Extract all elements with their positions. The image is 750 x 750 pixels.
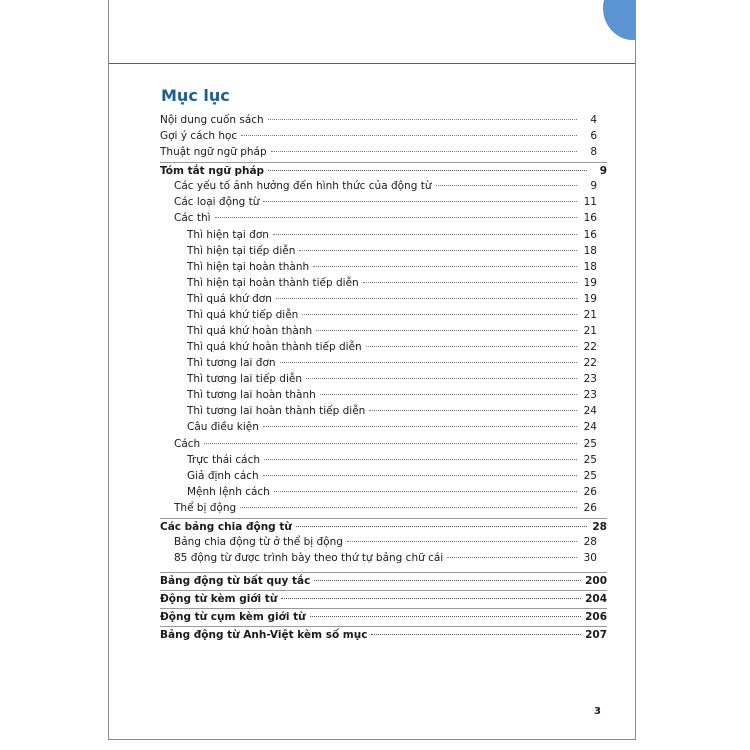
toc-entry-page: 207 [585,629,607,641]
toc-entry-title: Thuật ngữ ngữ pháp [160,146,267,158]
toc-entry-page: 18 [583,245,597,257]
toc-leader-dots [281,598,581,599]
page-title: Mục lục [161,86,230,105]
toc-entry-title: Thì tương lai tiếp diễn [187,373,302,385]
toc-entry-page: 19 [583,277,597,289]
toc-entry [160,323,597,339]
toc-entry-title: Các bảng chia động từ [160,521,292,533]
toc-entry-page: 18 [583,261,597,273]
toc-leader-dots [263,426,577,427]
toc-entry-title: Thể bị động [174,502,237,514]
toc-entry-page: 6 [590,130,597,142]
toc-entry [160,162,607,179]
toc-entry [160,210,597,226]
toc-entry [160,178,597,194]
toc-leader-dots [268,119,577,120]
toc-entry [160,518,607,535]
toc-leader-dots [314,580,581,581]
toc-entry [160,608,607,625]
toc-entry [160,572,607,589]
toc-leader-dots [313,266,577,267]
toc-leader-dots [268,170,587,171]
toc-leader-dots [263,201,577,202]
toc-entry [160,259,597,275]
toc-leader-dots [263,475,577,476]
toc-entry-title: Thì hiện tại tiếp diễn [187,245,296,257]
toc-entry-title: 85 động từ được trình bày theo thứ tự bảng chữ cái [174,552,444,564]
toc-entry [160,194,597,210]
toc-entry-page: 25 [583,454,597,466]
toc-entry-page: 8 [590,146,597,158]
corner-tab-decoration [603,0,636,40]
toc-entry [160,128,597,144]
toc-entry-page: 28 [592,521,607,533]
toc-leader-dots [447,557,577,558]
toc-entry [160,534,597,550]
toc-entry-title: Các thì [174,212,211,224]
toc-entry-title: Động từ cụm kèm giới từ [160,611,306,623]
toc-leader-dots [240,507,577,508]
toc-entry-title: Câu điều kiện [187,421,259,433]
toc-entry-page: 4 [590,114,597,126]
toc-entry-page: 23 [583,373,597,385]
toc-entry [160,590,607,607]
toc-entry-title: Động từ kèm giới từ [160,593,278,605]
toc-entry-title: Thì quá khứ tiếp diễn [187,309,299,321]
page-number: 3 [594,706,601,717]
toc-leader-dots [296,526,587,527]
toc-leader-dots [369,410,577,411]
toc-entry [160,468,597,484]
toc-entry-title: Cách [174,438,201,450]
toc-entry [160,500,597,516]
toc-entry-title: Thì hiện tại đơn [187,229,269,241]
toc-entry-title: Thì tương lai đơn [187,357,276,369]
toc-leader-dots [302,314,577,315]
toc-entry-page: 9 [590,180,597,192]
book-page [108,0,636,740]
toc-entry-title: Trực thái cách [187,454,261,466]
toc-entry-title: Gợi ý cách học [160,130,238,142]
toc-entry-page: 30 [583,552,597,564]
toc-entry [160,355,597,371]
toc-entry-title: Tóm tắt ngữ pháp [160,165,265,177]
toc-leader-dots [280,362,577,363]
toc-leader-dots [320,394,577,395]
toc-entry-page: 21 [583,325,597,337]
toc-entry-page: 206 [585,611,607,623]
toc-leader-dots [306,378,577,379]
toc-entry [160,403,597,419]
toc-leader-dots [316,330,577,331]
toc-entry [160,371,597,387]
toc-leader-dots [241,135,577,136]
toc-entry [160,144,597,160]
toc-entry-page: 16 [583,212,597,224]
toc-entry [160,452,597,468]
toc-entry-title: Bảng động từ bất quy tắc [160,575,311,587]
toc-leader-dots [436,185,578,186]
toc-entry [160,387,597,403]
toc-entry-title: Thì tương lai hoàn thành tiếp diễn [187,405,366,417]
toc-entry-title: Thì tương lai hoàn thành [187,389,316,401]
toc-entry-page: 11 [583,196,597,208]
toc-entry-title: Các loại động từ [174,196,260,208]
toc-leader-dots [264,459,577,460]
toc-entry-page: 26 [583,486,597,498]
toc-leader-dots [274,491,577,492]
toc-entry-title: Thì hiện tại hoàn thành [187,261,310,273]
toc-leader-dots [299,250,577,251]
toc-entry-title: Nội dung cuốn sách [160,114,264,126]
toc-entry [160,339,597,355]
toc-entry [160,626,607,643]
toc-entry [160,291,597,307]
toc-entry-page: 200 [585,575,607,587]
toc-entry-title: Thì quá khứ đơn [187,293,272,305]
toc-leader-dots [273,234,577,235]
toc-entry-page: 23 [583,389,597,401]
toc-entry-title: Giả định cách [187,470,259,482]
toc-entry [160,419,597,435]
toc-entry [160,275,597,291]
toc-leader-dots [371,634,581,635]
toc-leader-dots [366,346,577,347]
toc-entry-page: 204 [585,593,607,605]
toc-entry-page: 16 [583,229,597,241]
toc-leader-dots [204,443,577,444]
toc-leader-dots [347,541,577,542]
toc-entry [160,436,597,452]
toc-entry-page: 19 [583,293,597,305]
toc-entry [160,112,597,128]
toc-leader-dots [276,298,577,299]
toc-entry-title: Thì quá khứ hoàn thành [187,325,313,337]
toc-leader-dots [215,217,577,218]
toc-entry [160,484,597,500]
toc-entry [160,307,597,323]
toc-leader-dots [310,616,581,617]
toc-entry-title: Các yếu tố ảnh hưởng đến hình thức của động từ [174,180,432,192]
toc-entry-title: Thì quá khứ hoàn thành tiếp diễn [187,341,362,353]
toc-entry-page: 22 [583,357,597,369]
toc-entry-page: 22 [583,341,597,353]
toc-entry-page: 21 [583,309,597,321]
toc-entry-page: 24 [583,405,597,417]
toc-entry-page: 26 [583,502,597,514]
toc-entry [160,227,597,243]
toc-leader-dots [363,282,577,283]
toc-entry-page: 25 [583,470,597,482]
toc-entry-page: 24 [583,421,597,433]
header-rule [109,63,635,64]
toc-entry-title: Thì hiện tại hoàn thành tiếp diễn [187,277,359,289]
toc-entry [160,550,597,566]
toc-entry-title: Bảng chia động từ ở thể bị động [174,536,343,548]
toc-entry-page: 25 [583,438,597,450]
toc-entry [160,243,597,259]
toc-entry-title: Mệnh lệnh cách [187,486,270,498]
toc-entry-page: 28 [583,536,597,548]
toc-entry-page: 9 [599,165,607,177]
toc-entry-title: Bảng động từ Anh-Việt kèm số mục [160,629,368,641]
toc-leader-dots [271,151,577,152]
